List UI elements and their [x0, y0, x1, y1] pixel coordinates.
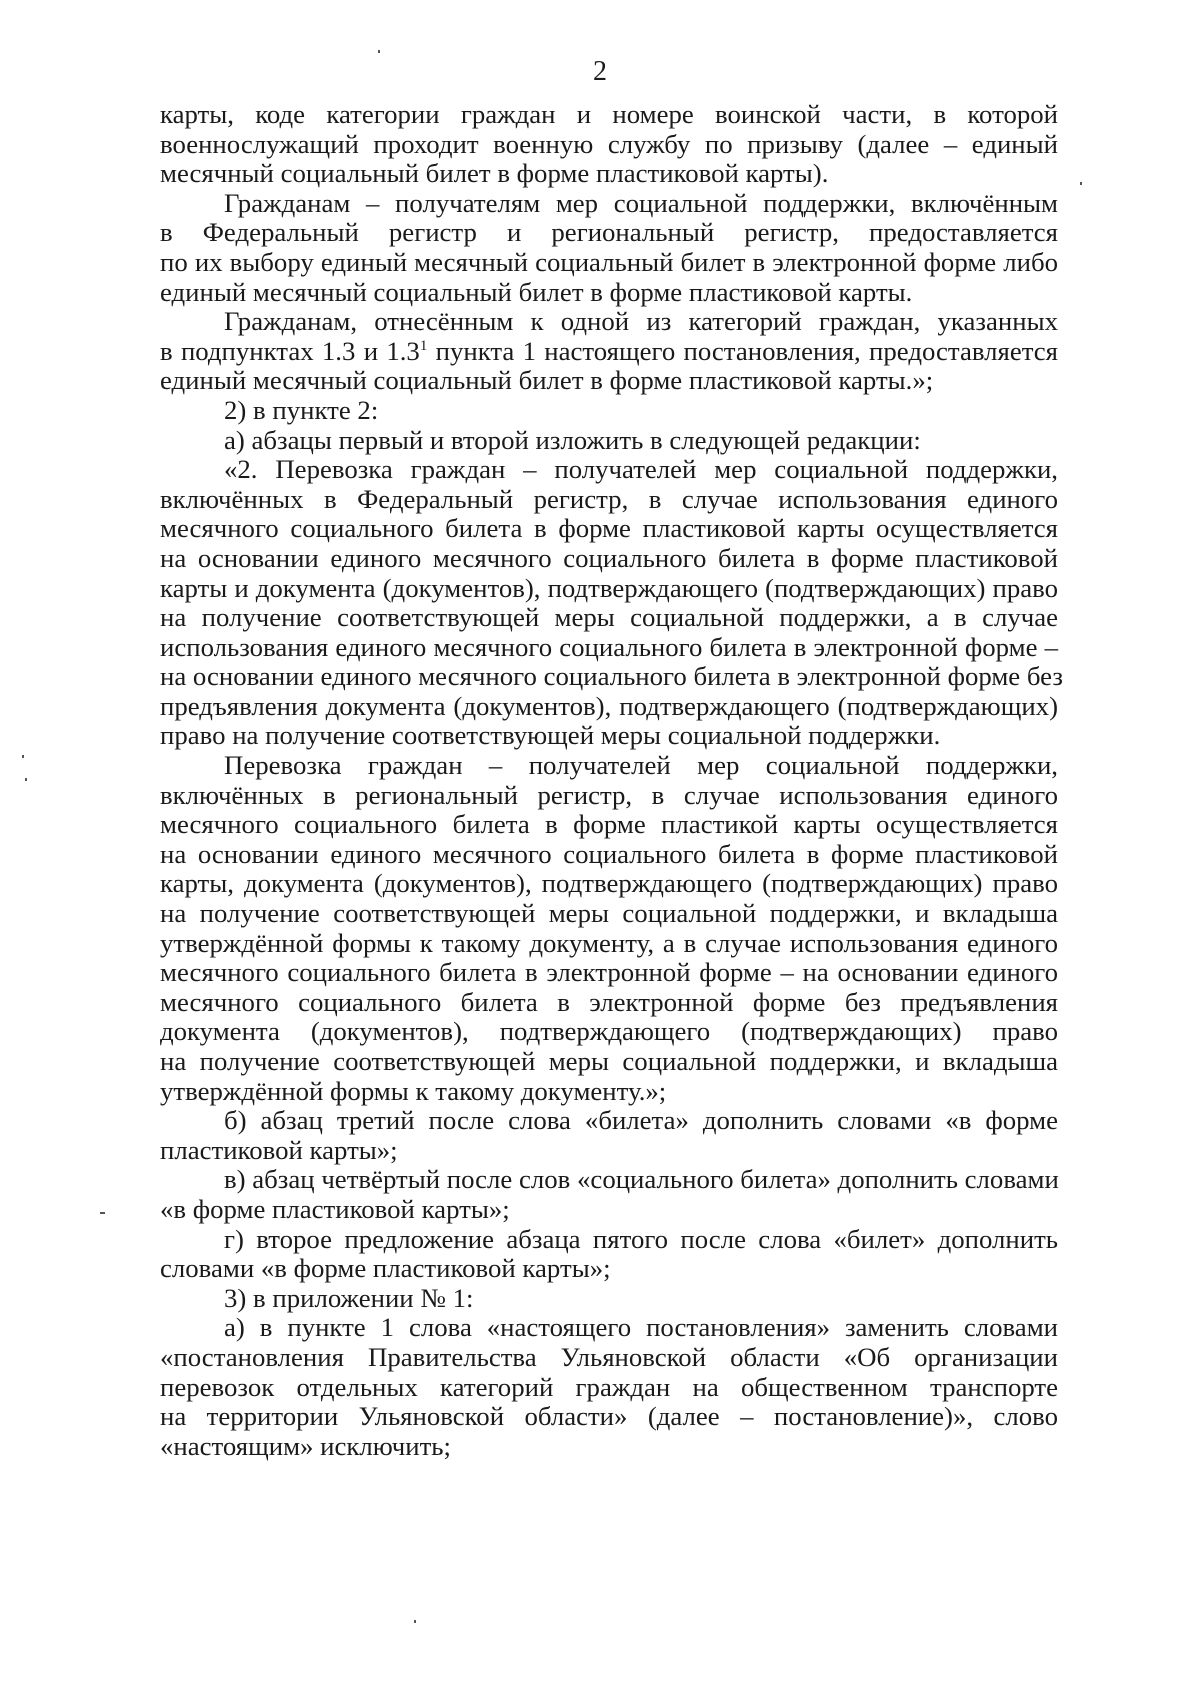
scan-speck — [22, 755, 24, 758]
text-line: единый месячный социальный билет в форме пластиковой карты.»; — [160, 365, 934, 396]
text-line: утверждённой формы к такому документу, а в случае использования единого — [160, 927, 1058, 958]
text-line: утверждённой формы к такому документу.»; — [160, 1075, 667, 1106]
text-line: на получение соответствующей меры социальной поддержки, и вкладыша — [160, 1046, 1058, 1076]
text-line: словами «в форме пластиковой карты»; — [160, 1253, 611, 1284]
text-line: право на получение соответствующей меры социальной поддержки. — [160, 720, 941, 751]
text-line: а) абзацы первый и второй изложить в следующей редакции: — [224, 424, 921, 455]
text-line: военнослужащий проходит военную службу по призыву (далее – единый — [160, 128, 1058, 159]
text-line: месячного социального билета в форме пластиковой карты осуществляется — [160, 513, 1058, 544]
text-line: в) абзац четвёртый после слов «социального билета» дополнить словами — [224, 1164, 1059, 1195]
text-line: «2. Перевозка граждан – получателей мер социальной поддержки, — [224, 454, 1058, 485]
text-line: на основании единого месячного социального билета в форме пластиковой — [160, 838, 1058, 869]
text-line: «настоящим» исключить; — [160, 1430, 451, 1461]
superscript: 1 — [419, 337, 428, 354]
document-body — [160, 99, 1063, 1461]
text-line: Гражданам – получателям мер социальной поддержки, включённым — [224, 187, 1058, 218]
scan-speck — [100, 1212, 105, 1214]
text-line: месячного социального билета в электронной форме – на основании единого — [160, 957, 1058, 988]
text-fragment: в подпунктах 1.3 и 1.3 — [160, 335, 420, 366]
text-line: на основании единого месячного социального билета в электронной форме без — [160, 661, 1063, 692]
text-line: карты, документа (документов), подтверждающего (подтверждающих) право — [160, 868, 1058, 899]
text-line: использования единого месячного социального билета в электронной форме – — [160, 631, 1058, 662]
text-line: единый месячный социальный билет в форме пластиковой карты. — [160, 276, 913, 307]
scan-speck — [378, 50, 380, 53]
scan-speck — [25, 778, 27, 781]
text-line: «в форме пластиковой карты»; — [160, 1193, 510, 1224]
text-fragment: пункта 1 настоящего постановления, предоставляется — [427, 335, 1058, 366]
text-line: «постановления Правительства Ульяновской области «Об организации — [160, 1341, 1058, 1372]
scan-speck — [414, 1620, 416, 1623]
text-line: пластиковой карты»; — [160, 1134, 398, 1165]
text-line: месячный социальный билет в форме пластиковой карты). — [160, 158, 829, 189]
text-line: документа (документов), подтверждающего (подтверждающих) право — [160, 1016, 1058, 1047]
text-line: на получение соответствующей меры социальной поддержки, а в случае — [160, 602, 1058, 633]
text-line: по их выбору единый месячный социальный билет в электронной форме либо — [160, 246, 1058, 277]
text-line: карты и документа (документов), подтверждающего (подтверждающих) право — [160, 572, 1058, 603]
text-line: 3) в приложении № 1: — [224, 1282, 474, 1313]
page-number: 2 — [593, 56, 607, 87]
text-line: месячного социального билета в электронной форме без предъявления — [160, 986, 1058, 1017]
text-line: перевозок отдельных категорий граждан на общественном транспорте — [160, 1371, 1058, 1402]
text-line: месячного социального билета в форме пластикой карты осуществляется — [160, 809, 1058, 840]
text-line: а) в пункте 1 слова «настоящего постановления» заменить словами — [224, 1312, 1058, 1343]
text-line: Гражданам, отнесённым к одной из категорий граждан, указанных — [224, 306, 1058, 337]
text-line: в Федеральный регистр и региональный регистр, предоставляется — [160, 217, 1058, 248]
text-line: г) второе предложение абзаца пятого после слова «билет» дополнить — [224, 1223, 1058, 1254]
scan-speck — [1080, 182, 1082, 185]
text-line: включённых в региональный регистр, в случае использования единого — [160, 779, 1058, 810]
text-line: карты, коде категории граждан и номере воинской части, в которой — [160, 99, 1058, 129]
text-line: включённых в Федеральный регистр, в случае использования единого — [160, 483, 1058, 514]
text-line: предъявления документа (документов), подтверждающего (подтверждающих) — [160, 690, 1058, 721]
text-line — [160, 337, 1058, 367]
text-line: б) абзац третий после слова «билета» дополнить словами «в форме — [224, 1105, 1058, 1136]
text-line: на получение соответствующей меры социальной поддержки, и вкладыша — [160, 898, 1058, 929]
text-line: на территории Ульяновской области» (далее – постановление)», слово — [160, 1401, 1058, 1432]
text-line: Перевозка граждан – получателей мер социальной поддержки, — [224, 750, 1058, 781]
text-line: 2) в пункте 2: — [224, 394, 379, 425]
text-line: на основании единого месячного социального билета в форме пластиковой — [160, 542, 1058, 573]
